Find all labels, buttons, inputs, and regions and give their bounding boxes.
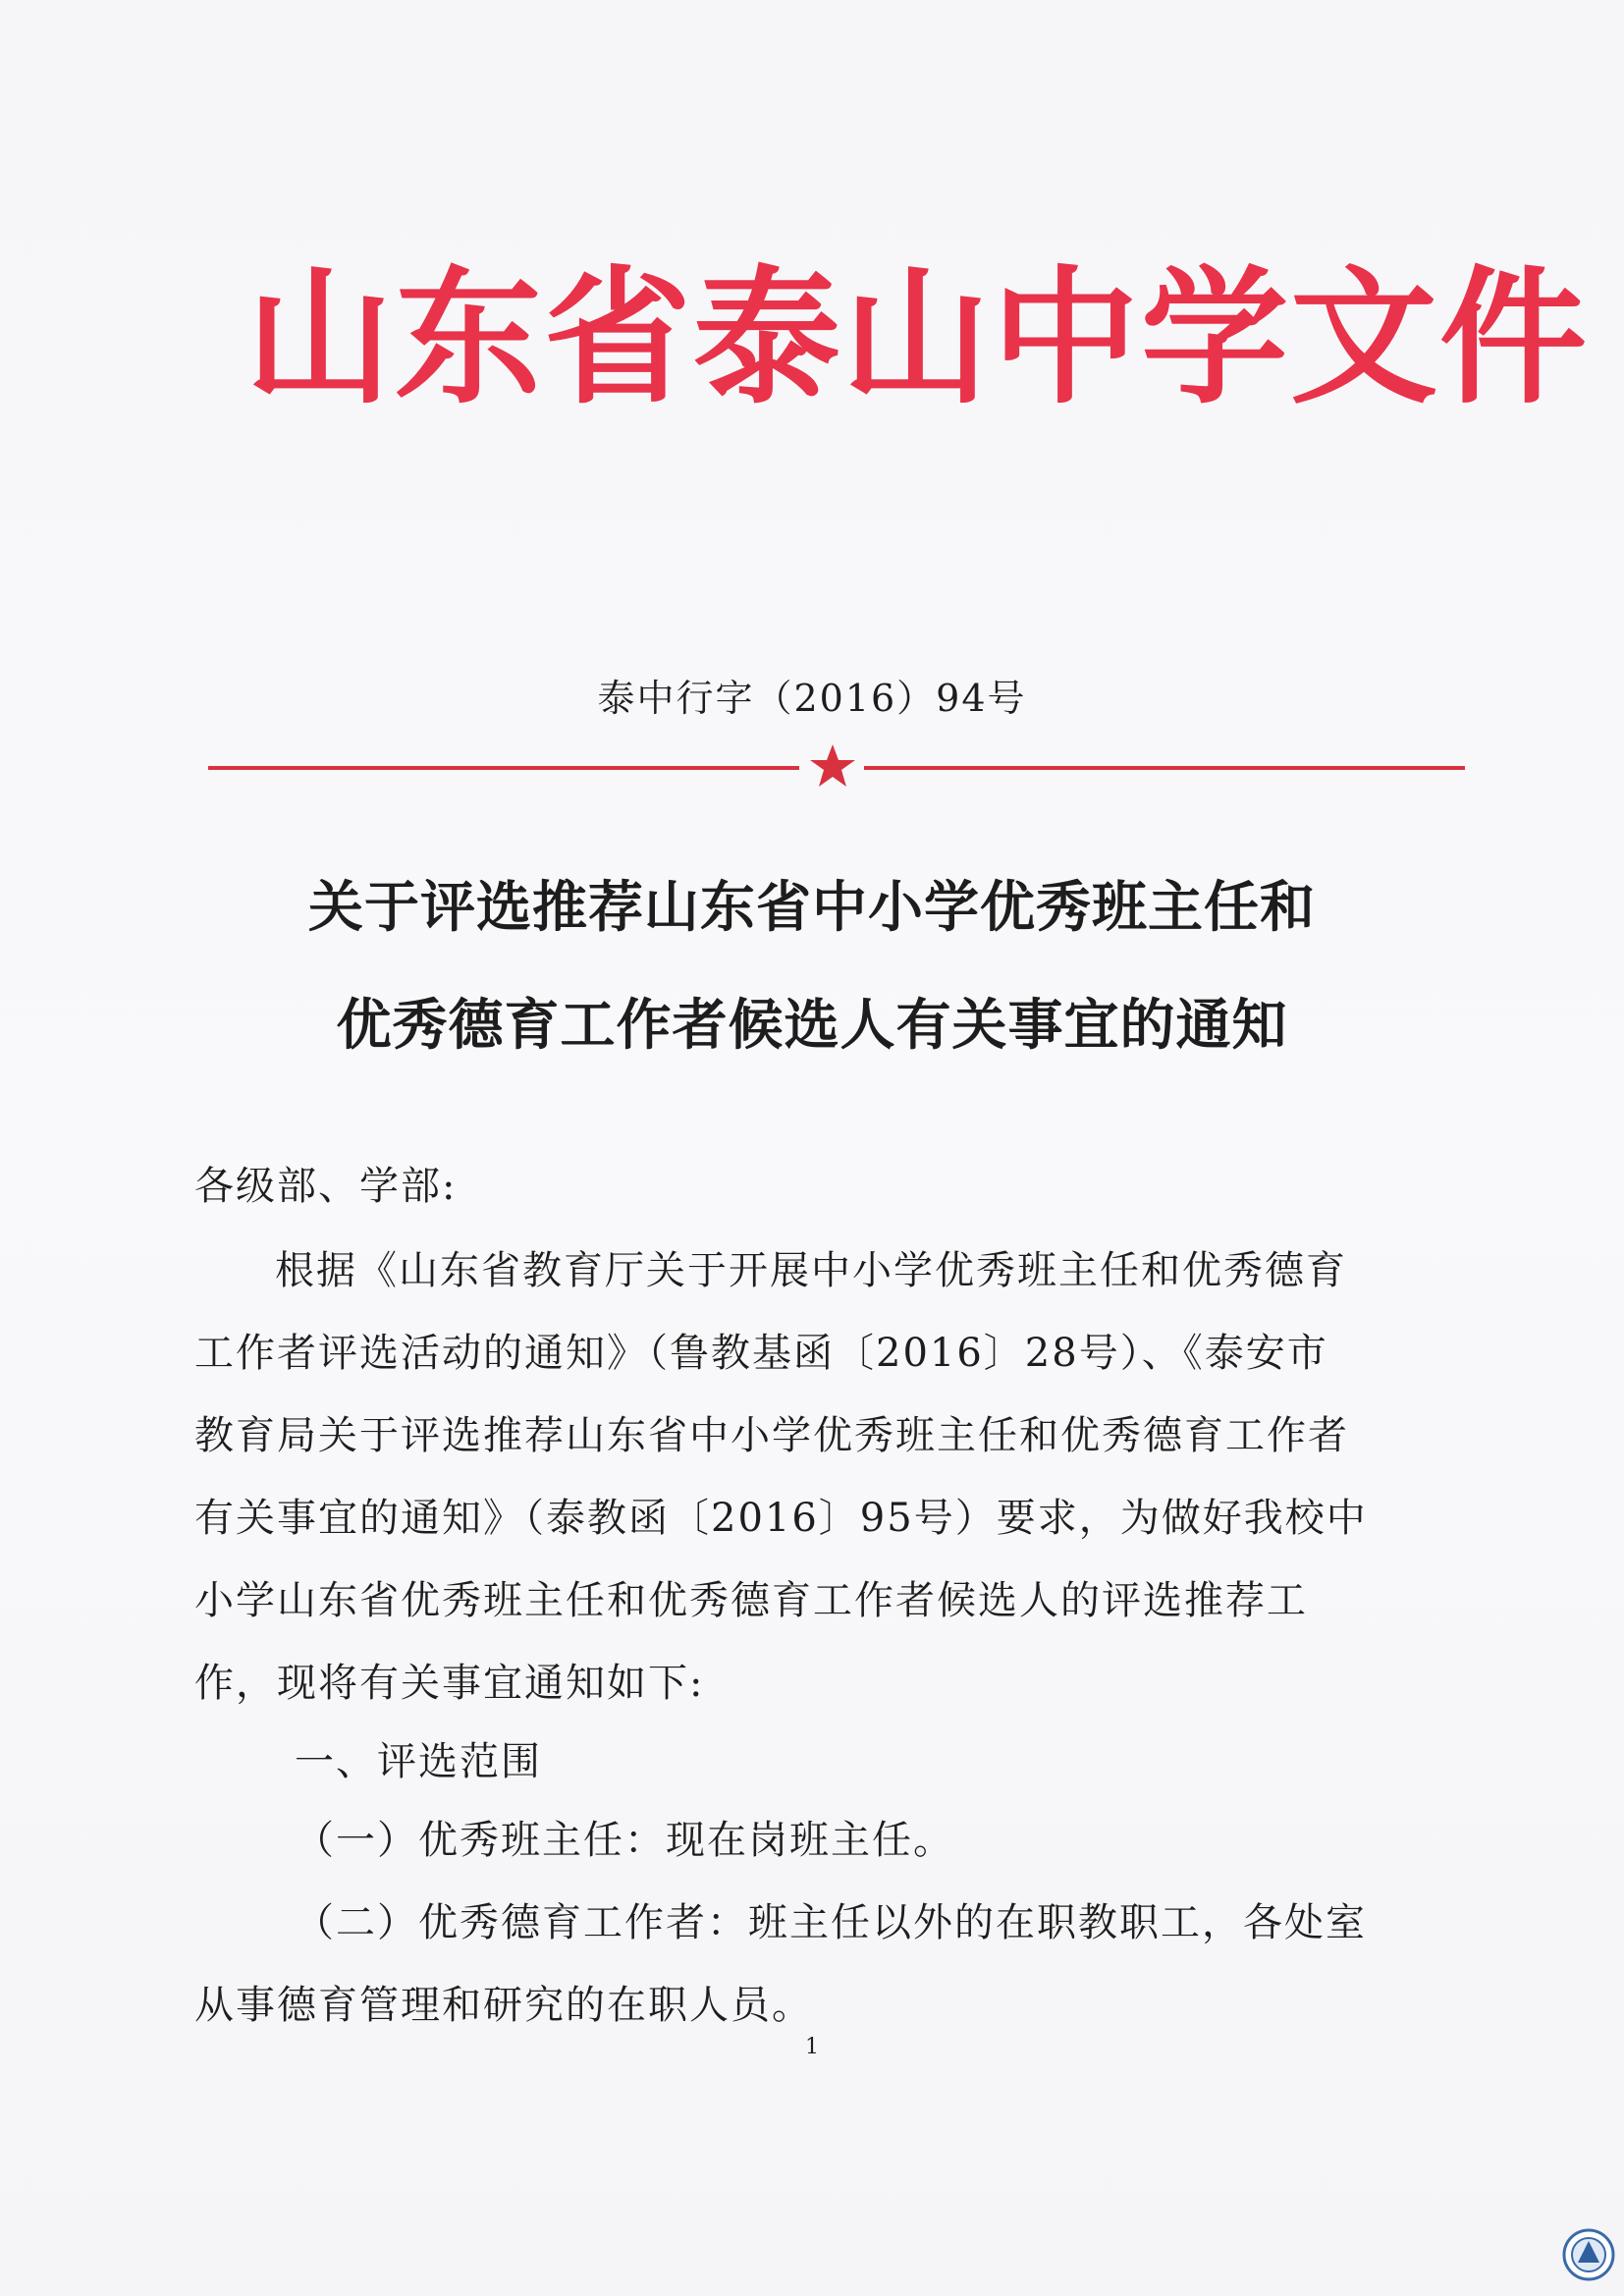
paragraph-line: 教育局关于评选推荐山东省中小学优秀班主任和优秀德育工作者: [194, 1413, 1349, 1458]
list-item: （一）优秀班主任：现在岗班主任。: [295, 1818, 954, 1863]
title-line-2: 优秀德育工作者候选人有关事宜的通知: [336, 994, 1288, 1058]
star-icon: [805, 738, 860, 793]
paragraph-line: 有关事宜的通知》（泰教函〔2016〕95号）要求，为做好我校中: [194, 1496, 1368, 1541]
list-item: （二）优秀德育工作者：班主任以外的在职教职工，各处室: [295, 1900, 1367, 1945]
section-heading: 一、评选范围: [295, 1739, 542, 1784]
document-number: 泰中行字（2016）94号: [597, 677, 1027, 720]
divider-right: [864, 766, 1465, 770]
paragraph-line: 根据《山东省教育厅关于开展中小学优秀班主任和优秀德育: [275, 1248, 1347, 1293]
masthead: 山东省泰山中学文件: [245, 253, 1590, 424]
divider-left: [208, 766, 799, 770]
paragraph-line: 小学山东省优秀班主任和优秀德育工作者候选人的评选推荐工: [194, 1578, 1308, 1623]
paragraph-line: 工作者评选活动的通知》（鲁教基函〔2016〕28号）、《泰安市: [194, 1331, 1328, 1376]
paragraph-line: 作，现将有关事宜通知如下:: [194, 1661, 705, 1706]
salutation: 各级部、学部:: [194, 1164, 458, 1209]
page-number: 1: [805, 2035, 819, 2059]
school-logo-icon: [1561, 2227, 1616, 2282]
list-item-continuation: 从事德育管理和研究的在职人员。: [194, 1983, 813, 2028]
title-line-1: 关于评选推荐山东省中小学优秀班主任和: [308, 876, 1316, 940]
